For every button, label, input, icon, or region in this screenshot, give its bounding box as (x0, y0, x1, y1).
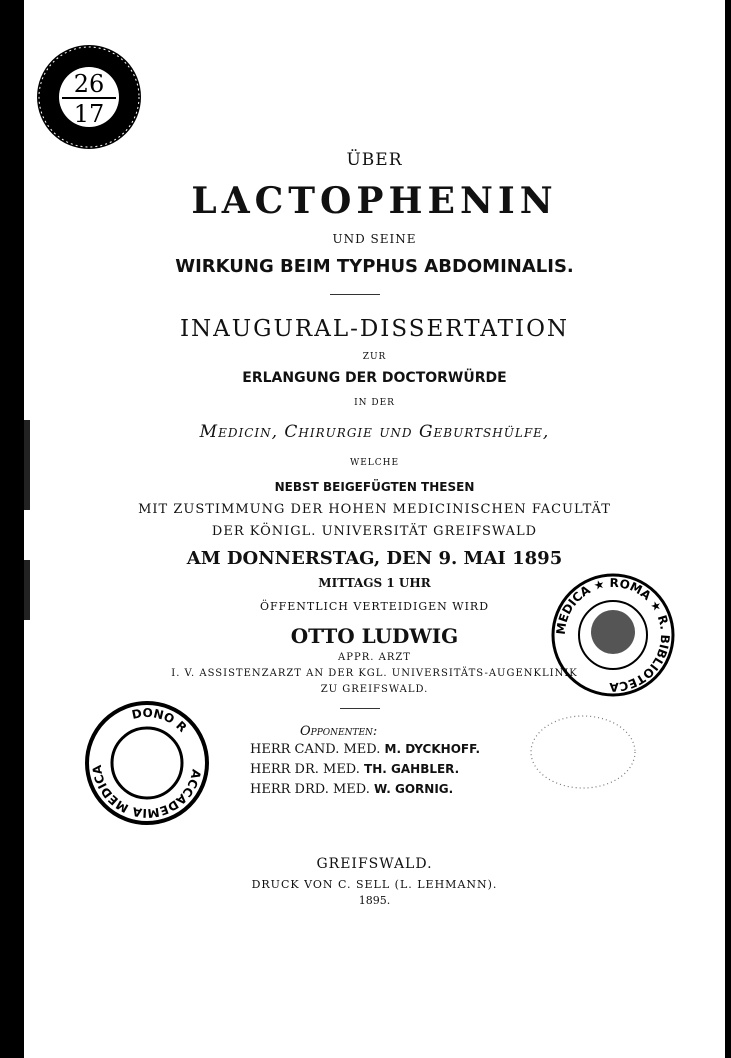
faculties-line: Medicin, Chirurgie und Geburtshülfe, (199, 422, 550, 442)
opponent-prefix: HERR CAND. MED. (250, 742, 381, 757)
in-der-label: IN DER (354, 398, 395, 408)
und-seine-label: UND SEINE (332, 232, 417, 246)
nebst-line: NEBST BEIGEFÜGTEN THESEN (274, 480, 475, 494)
defense-time: MITTAGS 1 UHR (318, 576, 431, 590)
imprint-year: 1895. (358, 894, 391, 907)
opponent-name: W. GORNIG. (374, 782, 454, 796)
scan-right-border (725, 0, 731, 1058)
scan-left-border (0, 0, 24, 1058)
dono-ring-top: DONO R (130, 705, 190, 735)
erlangung-line: ERLANGUNG DER DOCTORWÜRDE (242, 370, 507, 386)
divider-rule (330, 294, 380, 295)
opponent-entry (250, 782, 453, 797)
faint-stamp (528, 712, 638, 792)
dissertation-heading: INAUGURAL-DISSERTATION (179, 316, 570, 342)
opponents-heading: Opponenten: (300, 724, 378, 739)
oeffentlich-line: ÖFFENTLICH VERTEIDIGEN WIRD (259, 600, 490, 613)
opponent-prefix: HERR DRD. MED. (250, 782, 370, 797)
dono-ring-bottom: ACCADEMIA MEDICA (89, 764, 204, 821)
biblioteca-medica-stamp (548, 570, 678, 700)
stamp-number-top: 26 (73, 70, 105, 98)
welche-label: WELCHE (349, 458, 400, 468)
opponent-name: TH. GAHBLER. (364, 762, 460, 776)
uber-label: ÜBER (346, 150, 403, 170)
divider-rule (340, 708, 380, 709)
imprint-city: GREIFSWALD. (316, 856, 433, 872)
university-line: DER KÖNIGL. UNIVERSITÄT GREIFSWALD (211, 524, 538, 539)
opponent-prefix: HERR DR. MED. (250, 762, 360, 777)
zur-label: ZUR (362, 352, 387, 362)
author-place: ZU GREIFSWALD. (320, 684, 429, 695)
stamp-number-bottom: 17 (73, 100, 105, 128)
author-title: APPR. ARZT (338, 652, 411, 663)
zustimmung-line: MIT ZUSTIMMUNG DER HOHEN MEDICINISCHEN FACULTÄT (138, 502, 611, 517)
defense-date: AM DONNERSTAG, DEN 9. MAI 1895 (186, 548, 563, 569)
opponent-name: M. DYCKHOFF. (384, 742, 481, 756)
imprint-printer: DRUCK VON C. SELL (L. LEHMANN). (251, 878, 498, 891)
author-name: OTTO LUDWIG (290, 624, 459, 648)
dono-accademia-stamp (82, 698, 212, 828)
opponent-entry (250, 742, 480, 757)
biblioteca-ring-text: MEDICA ★ ROMA ★ R. BIBLIOTECA (553, 575, 673, 695)
opponent-entry (250, 762, 459, 777)
library-number-stamp (34, 42, 144, 152)
subtitle: WIRKUNG BEIM TYPHUS ABDOMINALIS. (175, 256, 574, 277)
main-title: LACTOPHENIN (191, 180, 558, 222)
author-position: I. V. ASSISTENZARZT AN DER KGL. UNIVERSITÄTS-AUGENKLINIK (171, 668, 578, 679)
